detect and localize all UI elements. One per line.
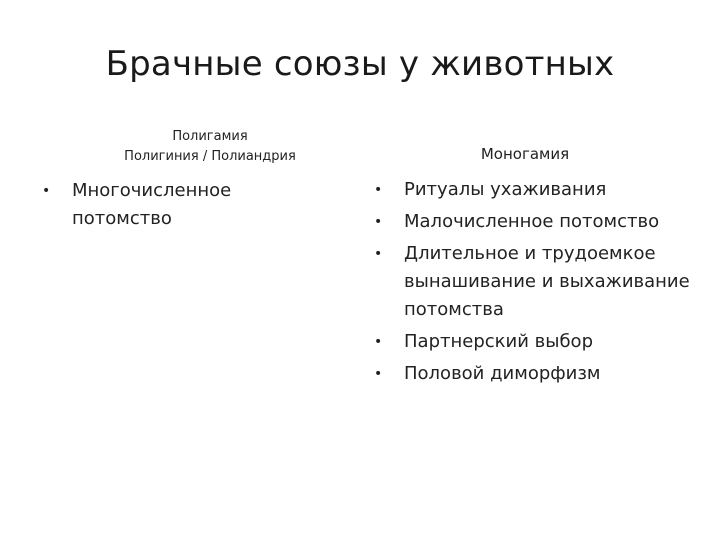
left-heading-line-1: Полигамия (172, 129, 248, 144)
left-heading-line-2: Полигиния / Полиандрия (124, 149, 296, 164)
list-item-text: Длительное и трудоемкое вынашивание и выхаживание потомства (404, 243, 690, 320)
left-column-heading (60, 127, 360, 167)
list-item (374, 328, 694, 356)
right-column-heading: Моногамия (480, 145, 570, 163)
list-item-text: Партнерский выбор (404, 331, 593, 352)
bullet-marker: • (374, 246, 383, 262)
list-item-text: Многочисленное потомство (72, 180, 232, 229)
list-item-text: Половой диморфизм (404, 363, 601, 384)
bullet-marker: • (374, 334, 383, 350)
bullet-marker: • (42, 183, 51, 199)
list-item (374, 176, 694, 204)
left-bullet-list (42, 177, 302, 233)
list-item-text: Малочисленное потомство (404, 211, 660, 232)
right-bullet-list (374, 176, 694, 392)
list-item (374, 360, 694, 388)
bullet-marker: • (374, 366, 383, 382)
bullet-marker: • (374, 214, 383, 230)
list-item (374, 240, 694, 324)
slide-title: Брачные союзы у животных (105, 44, 615, 84)
list-item-text: Ритуалы ухаживания (404, 179, 607, 200)
bullet-marker: • (374, 182, 383, 198)
list-item (374, 208, 694, 236)
list-item (42, 177, 302, 233)
